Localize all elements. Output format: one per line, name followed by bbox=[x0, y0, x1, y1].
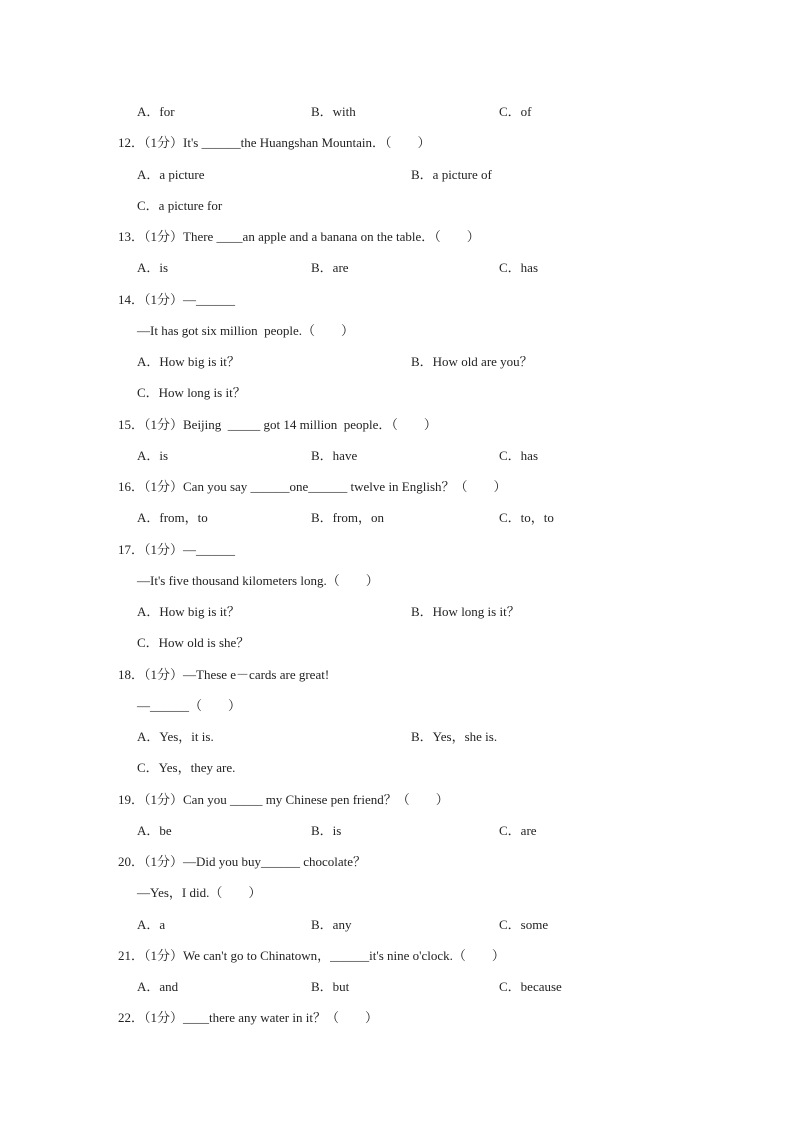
question-text: 20．（1分）—Did you buy______ chocolate？ bbox=[118, 854, 367, 869]
option-b: B．any bbox=[311, 917, 352, 932]
option-a: A．be bbox=[137, 823, 172, 838]
question-text: 22．（1分）____there any water in it？（ ） bbox=[118, 1010, 378, 1025]
option-b: B．a picture of bbox=[411, 167, 492, 182]
question-text: 19．（1分）Can you _____ my Chinese pen friend？（ ） bbox=[118, 792, 449, 807]
question-text: 14．（1分）—______ bbox=[118, 292, 236, 307]
option-a: A．is bbox=[137, 260, 169, 275]
option-a: A．and bbox=[137, 979, 179, 994]
option-c: C．How long is it？ bbox=[137, 385, 246, 400]
option-c: C．has bbox=[499, 448, 539, 463]
option-c: C．some bbox=[499, 917, 549, 932]
option-c: C．are bbox=[499, 823, 537, 838]
option-b: B．with bbox=[311, 104, 356, 119]
question-subline: —______（ ） bbox=[137, 698, 242, 713]
option-a: A．is bbox=[137, 448, 169, 463]
question-subline: —Yes，I did.（ ） bbox=[137, 885, 262, 900]
option-a: A．a picture bbox=[137, 167, 205, 182]
option-a: A．Yes，it is. bbox=[137, 729, 214, 744]
option-b: B．How old are you？ bbox=[411, 354, 533, 369]
option-b: B．have bbox=[311, 448, 358, 463]
option-a: A．How big is it？ bbox=[137, 604, 240, 619]
option-c: C．Yes，they are. bbox=[137, 760, 236, 775]
option-b: B．from，on bbox=[311, 510, 384, 525]
question-text: 17．（1分）—______ bbox=[118, 542, 236, 557]
option-b: B．Yes，she is. bbox=[411, 729, 498, 744]
option-a: A．for bbox=[137, 104, 175, 119]
question-subline: —It has got six million people.（ ） bbox=[137, 323, 355, 338]
question-text: 15．（1分）Beijing _____ got 14 million people．（ ） bbox=[118, 417, 437, 432]
question-text: 21．（1分）We can't go to Chinatown，______it's nine o'clock.（ ） bbox=[118, 948, 505, 963]
question-text: 18．（1分）—These e－cards are great! bbox=[118, 667, 330, 682]
option-a: A．a bbox=[137, 917, 166, 932]
option-c: C．How old is she？ bbox=[137, 635, 250, 650]
option-c: C．a picture for bbox=[137, 198, 223, 213]
option-c: C．because bbox=[499, 979, 562, 994]
option-a: A．from，to bbox=[137, 510, 208, 525]
option-b: B．is bbox=[311, 823, 342, 838]
option-b: B．are bbox=[311, 260, 349, 275]
option-a: A．How big is it？ bbox=[137, 354, 240, 369]
option-b: B．but bbox=[311, 979, 350, 994]
option-c: C．to，to bbox=[499, 510, 554, 525]
option-b: B．How long is it？ bbox=[411, 604, 520, 619]
question-text: 13．（1分）There ____an apple and a banana on the table．（ ） bbox=[118, 229, 480, 244]
question-text: 16．（1分）Can you say ______one______ twelve in English？（ ） bbox=[118, 479, 507, 494]
question-text: 12．（1分）It's ______the Huangshan Mountain．（ ） bbox=[118, 135, 431, 150]
option-c: C．has bbox=[499, 260, 539, 275]
question-subline: —It's five thousand kilometers long.（ ） bbox=[137, 573, 379, 588]
option-c: C．of bbox=[499, 104, 532, 119]
